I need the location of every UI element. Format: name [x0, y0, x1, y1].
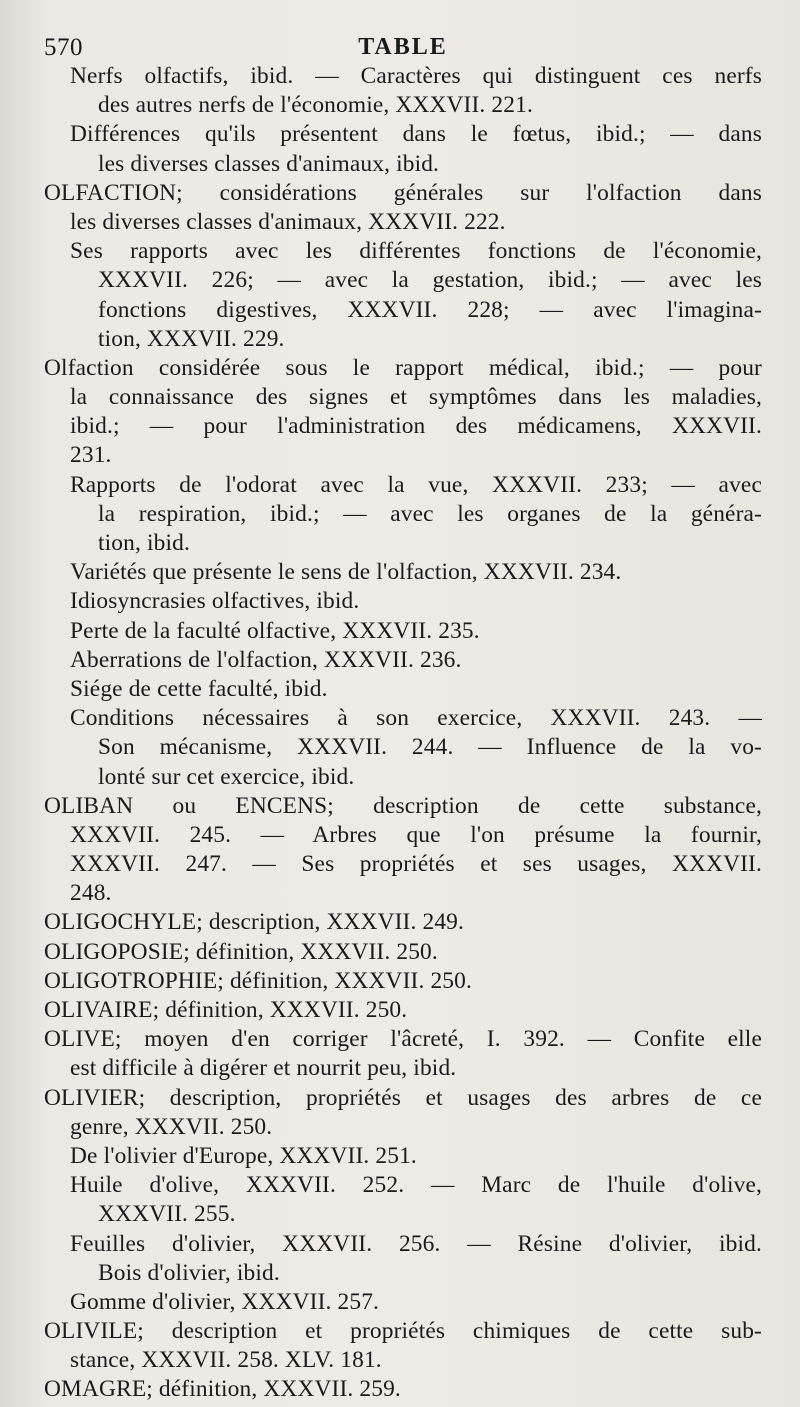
index-entry-line: stance, XXXVII. 258. XLV. 181.	[70, 1347, 382, 1374]
index-entry-heading-line: OLIGOCHYLE; description, XXXVII. 249.	[44, 909, 465, 936]
page-number: 570	[44, 34, 83, 61]
index-entry-line: les diverses classes d'animaux, XXXVII. 222.	[70, 208, 506, 235]
index-entry-line: Feuilles d'olivier, XXXVII. 256. — Résine d'olivier, ibid.	[70, 1230, 762, 1257]
index-entry-line: lonté sur cet exercice, ibid.	[98, 763, 355, 790]
index-entry-heading-line: OLIGOPOSIE; définition, XXXVII. 250.	[44, 938, 438, 965]
index-entry-line: Aberrations de l'olfaction, XXXVII. 236.	[70, 646, 462, 673]
index-entry-line: ibid.; — pour l'administration des médicamens, XXXVII.	[70, 413, 762, 440]
index-entry-line: Bois d'olivier, ibid.	[98, 1259, 280, 1286]
index-entry-line: Nerfs olfactifs, ibid. — Caractères qui distinguent ces nerfs	[70, 63, 762, 89]
index-entry-line: XXXVII. 245. — Arbres que l'on présume la fournir,	[70, 821, 762, 848]
index-entry-line: tion, ibid.	[98, 530, 190, 556]
index-entry-line: Perte de la faculté olfactive, XXXVII. 235.	[70, 617, 480, 644]
index-entry-line: Son mécanisme, XXXVII. 244. — Influence de la vo-	[98, 734, 762, 761]
index-entry-line: Idiosyncrasies olfactives, ibid.	[70, 588, 360, 615]
index-entry-line: Conditions nécessaires à son exercice, XXXVII. 243. —	[70, 705, 762, 732]
index-entry-line: Différences qu'ils présentent dans le fœtus, ibid.; — dans	[70, 121, 762, 148]
index-entry-line: la respiration, ibid.; — avec les organes de la généra-	[98, 500, 762, 527]
index-entry-line: XXXVII. 226; — avec la gestation, ibid.; — avec les	[98, 267, 762, 294]
index-entry-line: est difficile à digérer et nourrit peu, ibid.	[70, 1055, 457, 1082]
index-entry-line: XXXVII. 247. — Ses propriétés et ses usages, XXXVII.	[70, 851, 762, 878]
index-entry-line: 231.	[70, 442, 112, 469]
index-entry-heading-line: OMAGRE; définition, XXXVII. 259.	[44, 1376, 401, 1403]
index-entry-heading-line: OLFACTION; considérations générales sur l'olfaction dans	[44, 179, 762, 206]
index-entry-heading-line: Olfaction considérée sous le rapport médical, ibid.; — pour	[44, 354, 762, 381]
index-entry-line: la connaissance des signes et symptômes dans les maladies,	[70, 384, 762, 411]
index-entry-heading-line: OLIVIER; description, propriétés et usages des arbres de ce	[44, 1084, 762, 1111]
index-entry-line: Variétés que présente le sens de l'olfaction, XXXVII. 234.	[70, 559, 622, 586]
index-entry-heading-line: OLIVAIRE; définition, XXXVII. 250.	[44, 997, 408, 1023]
index-entry-line: tion, XXXVII. 229.	[98, 325, 285, 352]
index-entry-line: Gomme d'olivier, XXXVII. 257.	[70, 1288, 380, 1315]
index-entry-line: fonctions digestives, XXXVII. 228; — avec l'imagina-	[98, 296, 762, 323]
running-title: TABLE	[358, 34, 448, 60]
index-entry-heading-line: OLIVE; moyen d'en corriger l'âcreté, I. 392. — Confite elle	[44, 1026, 762, 1053]
index-entry-line: les diverses classes d'animaux, ibid.	[98, 150, 440, 177]
index-entry-heading-line: OLIVILE; description et propriétés chimiques de cette sub-	[44, 1318, 762, 1345]
index-entry-line: genre, XXXVII. 250.	[70, 1113, 273, 1140]
index-entry-line: Siége de cette faculté, ibid.	[70, 675, 328, 702]
page-header	[44, 30, 762, 62]
index-entry-line: Rapports de l'odorat avec la vue, XXXVII. 233; — avec	[70, 471, 762, 498]
index-entry-heading-line: OLIGOTROPHIE; définition, XXXVII. 250.	[44, 967, 472, 994]
index-entry-line: Ses rapports avec les différentes fonctions de l'économie,	[70, 238, 762, 265]
index-entries	[44, 62, 762, 1405]
index-entry-line: XXXVII. 255.	[98, 1201, 236, 1228]
index-entry-line: De l'olivier d'Europe, XXXVII. 251.	[70, 1142, 417, 1169]
index-entry-line: 248.	[70, 880, 112, 907]
index-entry-heading-line: OLIBAN ou ENCENS; description de cette substance,	[44, 792, 762, 819]
index-entry-line: des autres nerfs de l'économie, XXXVII. 221.	[98, 92, 533, 119]
index-entry-line: Huile d'olive, XXXVII. 252. — Marc de l'huile d'olive,	[70, 1172, 762, 1199]
